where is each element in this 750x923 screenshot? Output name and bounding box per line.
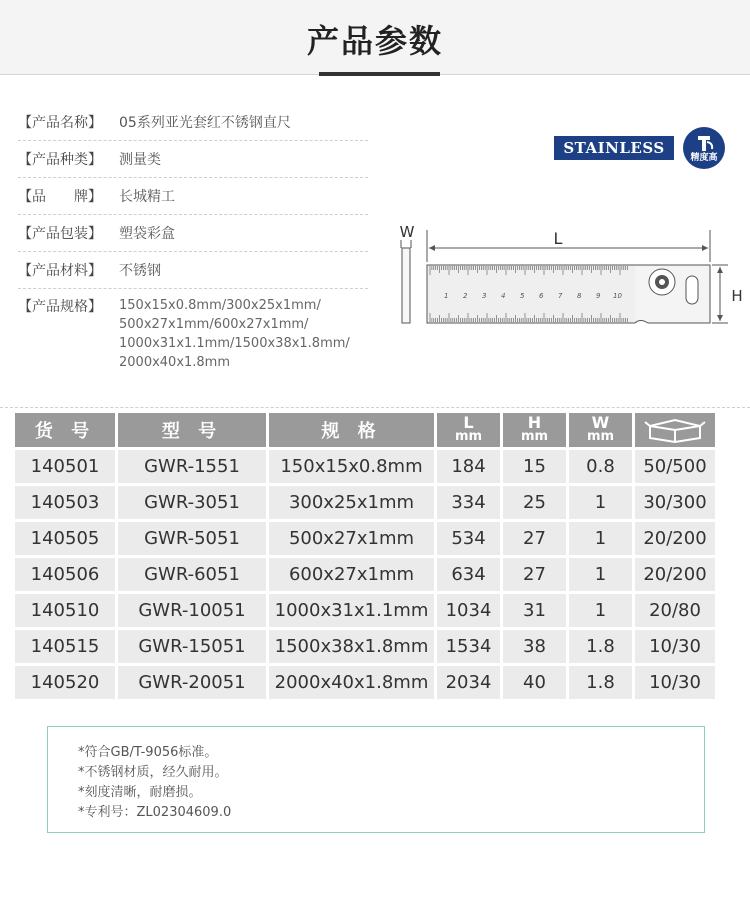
ruler-number: 4 xyxy=(501,292,506,300)
cell-height: 38 xyxy=(503,630,566,663)
spec-table xyxy=(12,410,718,702)
cell-size: 600x27x1mm xyxy=(269,558,434,591)
cell-width: 1.8 xyxy=(569,630,632,663)
ruler-number: 6 xyxy=(539,292,544,300)
note-item: *专利号：ZL02304609.0 xyxy=(78,805,232,820)
spec-value xyxy=(119,296,368,372)
notes-box xyxy=(47,726,705,833)
cell-model: GWR-3051 xyxy=(118,486,266,519)
hanging-hole xyxy=(686,276,698,304)
cell-size: 1000x31x1.1mm xyxy=(269,594,434,627)
ruler-number: 3 xyxy=(482,292,487,300)
w-label: W xyxy=(399,223,415,241)
ruler-number: 7 xyxy=(558,292,563,300)
cell-item-no: 140501 xyxy=(15,450,115,483)
table-row xyxy=(15,558,715,591)
cell-size: 1500x38x1.8mm xyxy=(269,630,434,663)
cell-height: 31 xyxy=(503,594,566,627)
cell-packing: 10/30 xyxy=(635,630,715,663)
cell-size: 300x25x1mm xyxy=(269,486,434,519)
col-header-packing xyxy=(635,413,715,447)
stainless-badge: STAINLESS xyxy=(554,136,674,160)
spec-row-sizes xyxy=(18,289,368,372)
cell-length: 1034 xyxy=(437,594,500,627)
cell-width: 1 xyxy=(569,522,632,555)
spec-key: 【产品种类】 xyxy=(18,152,102,168)
cell-width: 0.8 xyxy=(569,450,632,483)
cell-item-no: 140510 xyxy=(15,594,115,627)
cell-model: GWR-10051 xyxy=(118,594,266,627)
spec-value: 塑袋彩盒 xyxy=(119,226,175,242)
cell-model: GWR-5051 xyxy=(118,522,266,555)
spec-value: 不锈钢 xyxy=(119,263,161,279)
note-item: *符合GB/T-9056标准。 xyxy=(78,745,218,760)
spec-key: 【产品名称】 xyxy=(18,115,102,131)
cell-height: 25 xyxy=(503,486,566,519)
col-header-model: 型 号 xyxy=(118,413,266,447)
cell-height: 27 xyxy=(503,522,566,555)
cell-packing: 10/30 xyxy=(635,666,715,699)
cell-length: 2034 xyxy=(437,666,500,699)
size-line: 2000x40x1.8mm xyxy=(119,355,231,370)
spec-row-name xyxy=(18,104,368,141)
cell-size: 2000x40x1.8mm xyxy=(269,666,434,699)
spec-value: 05系列亚光套红不锈钢直尺 xyxy=(119,115,291,131)
table-row xyxy=(15,630,715,663)
spec-key: 【品 牌】 xyxy=(18,189,102,205)
spec-key: 【产品包装】 xyxy=(18,226,102,242)
cell-packing: 20/200 xyxy=(635,558,715,591)
cell-item-no: 140520 xyxy=(15,666,115,699)
spec-row-category xyxy=(18,141,368,178)
ruler-number: 1 xyxy=(444,292,449,300)
ruler-number: 10 xyxy=(613,292,622,300)
cell-width: 1 xyxy=(569,558,632,591)
cell-size: 150x15x0.8mm xyxy=(269,450,434,483)
size-line: 500x27x1mm/600x27x1mm/ xyxy=(119,317,309,332)
col-header-width: W mm xyxy=(569,413,632,447)
box-icon xyxy=(644,417,706,443)
cell-packing: 20/200 xyxy=(635,522,715,555)
section-divider xyxy=(0,407,750,408)
col-header-size: 规 格 xyxy=(269,413,434,447)
cell-width: 1.8 xyxy=(569,666,632,699)
spec-key: 【产品规格】 xyxy=(18,299,102,315)
spec-list xyxy=(18,104,368,372)
spec-row-brand xyxy=(18,178,368,215)
ruler-number: 2 xyxy=(463,292,468,300)
spec-row-package xyxy=(18,215,368,252)
cell-length: 184 xyxy=(437,450,500,483)
ruler-diagram xyxy=(390,220,750,335)
cell-item-no: 140515 xyxy=(15,630,115,663)
cell-packing: 50/500 xyxy=(635,450,715,483)
spec-row-material xyxy=(18,252,368,289)
cell-item-no: 140506 xyxy=(15,558,115,591)
cell-model: GWR-15051 xyxy=(118,630,266,663)
cell-width: 1 xyxy=(569,486,632,519)
size-line: 1000x31x1.1mm/1500x38x1.8mm/ xyxy=(119,336,350,351)
table-row xyxy=(15,666,715,699)
note-item: *不锈钢材质，经久耐用。 xyxy=(78,765,228,780)
table-row xyxy=(15,486,715,519)
h-label: H xyxy=(731,287,743,305)
l-label: L xyxy=(553,229,563,248)
cell-length: 1534 xyxy=(437,630,500,663)
cell-item-no: 140505 xyxy=(15,522,115,555)
cell-height: 27 xyxy=(503,558,566,591)
cell-item-no: 140503 xyxy=(15,486,115,519)
title-underline xyxy=(319,72,440,76)
cell-length: 634 xyxy=(437,558,500,591)
size-line: 150x15x0.8mm/300x25x1mm/ xyxy=(119,298,321,313)
cell-length: 534 xyxy=(437,522,500,555)
col-header-length: L mm xyxy=(437,413,500,447)
spec-value: 测量类 xyxy=(119,152,161,168)
ruler-number: 8 xyxy=(577,292,582,300)
seal-text: 精度高 xyxy=(690,153,718,163)
cell-packing: 30/300 xyxy=(635,486,715,519)
ruler-side-view xyxy=(402,248,410,323)
table-row xyxy=(15,450,715,483)
cell-size: 500x27x1mm xyxy=(269,522,434,555)
cell-height: 40 xyxy=(503,666,566,699)
table-row xyxy=(15,594,715,627)
cell-model: GWR-20051 xyxy=(118,666,266,699)
precision-seal xyxy=(683,127,725,169)
cell-length: 334 xyxy=(437,486,500,519)
col-header-item-no: 货 号 xyxy=(15,413,115,447)
cell-packing: 20/80 xyxy=(635,594,715,627)
spec-key: 【产品材料】 xyxy=(18,263,102,279)
spec-value: 长城精工 xyxy=(119,189,175,205)
cell-model: GWR-1551 xyxy=(118,450,266,483)
table-row xyxy=(15,522,715,555)
note-item: *刻度清晰，耐磨损。 xyxy=(78,785,202,800)
table-header-row xyxy=(15,413,715,447)
cell-width: 1 xyxy=(569,594,632,627)
page-title: 产品参数 xyxy=(306,22,443,60)
cell-height: 15 xyxy=(503,450,566,483)
cell-model: GWR-6051 xyxy=(118,558,266,591)
ruler-number: 5 xyxy=(520,292,525,300)
col-header-height: H mm xyxy=(503,413,566,447)
ruler-number: 9 xyxy=(596,292,601,300)
